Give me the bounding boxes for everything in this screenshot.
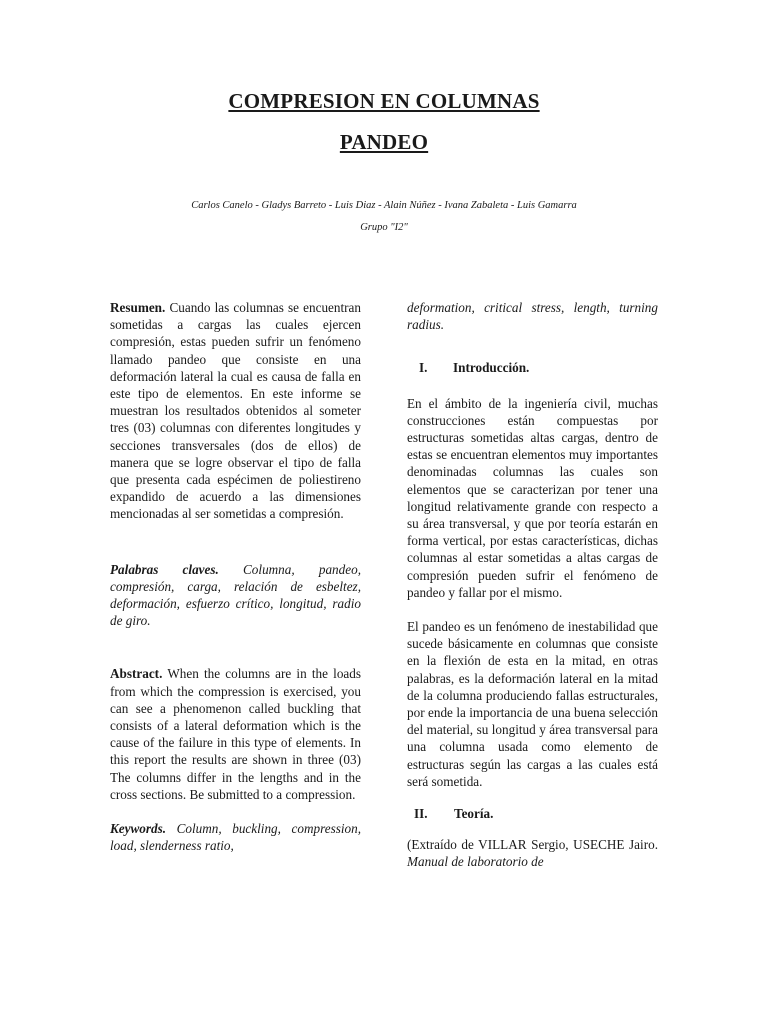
palabras-claves-label: Palabras claves. <box>110 561 219 577</box>
resumen-paragraph <box>110 299 361 523</box>
keywords-paragraph <box>110 820 361 854</box>
intro-paragraph-1: En el ámbito de la ingeniería civil, muchas construcciones están compuestas por estructuras sometidas altas cargas, dentro de estas se encuentran elementos muy importantes denominadas columnas las cuales son elementos que se caracterizan por tener una longitud relativamente grande con respecto a su área transversal, y que por teoría estarán en forma vertical, por estas características, dichas columnas al estar sometidas a altas cargas de compresión pueden sufrir el fenómeno de pandeo y fallar por el mismo. <box>407 395 658 600</box>
section-heading-introduccion <box>407 359 658 376</box>
keywords-continued: deformation, critical stress, length, turning radius. <box>407 300 658 333</box>
teoria-paragraph <box>407 836 658 870</box>
teoria-text: (Extraído de VILLAR Sergio, USECHE Jairo. <box>407 837 658 853</box>
section-number: II. <box>414 806 428 822</box>
abstract-text: When the columns are in the loads from which the compression is exercised, you can see a phenomenon called buckling that consists of a lateral deformation which is the cause of the failure in this type of elements. In this report the results are shown in three (03) The columns differ in the lengths and in the cross sections. Be submitted to a compression. <box>110 666 361 802</box>
group-label: Grupo "I2" <box>360 222 408 233</box>
title-line-2: PANDEO <box>339 130 429 154</box>
left-column <box>110 299 361 854</box>
section-number: I. <box>419 360 428 376</box>
abstract-label: Abstract. <box>110 666 163 682</box>
keywords-text: Column, buckling, compression, load, slenderness ratio, <box>110 821 361 854</box>
right-column <box>407 299 658 871</box>
title-line-1: COMPRESION EN COLUMNAS <box>228 89 540 113</box>
resumen-text: Cuando las columnas se encuentran sometidas a cargas las cuales ejercen compresión, estas pueden sufrir un fenómeno llamado pandeo que consiste en una deformación lateral la cual es causa de falla en este tipo de elementos. En este informe se muestran los resultados obtenidos al someter tres (03) columnas con diferentes longitudes y secciones transversales (dos de ellos) de manera que se logre observar el tipo de falla que presenta cada espécimen de poliestireno expandido de acuerdo a las dimensiones mencionadas al ser sometidas a compresión. <box>110 300 361 522</box>
palabras-claves-paragraph <box>110 561 361 630</box>
authors-line: Carlos Canelo - Gladys Barreto - Luis Diaz - Alain Núñez - Ivana Zabaleta - Luis Gamarra <box>191 200 577 211</box>
keywords-label: Keywords. <box>110 821 167 837</box>
section-heading-teoria <box>407 805 658 822</box>
section-title: Teoría. <box>454 806 494 822</box>
section-title: Introducción. <box>453 360 530 376</box>
intro-paragraph-2: El pandeo es un fenómeno de inestabilidad que sucede básicamente en columnas que consiste en la flexión de esta en la mitad, en otras palabras, es la deformación lateral en la mitad de la columna produciendo fallas estructurales, por ende la importancia de una buena selección del material, su longitud y área transversal para una columna usada como elemento de estructuras según las cargas a las cuales está será sometida. <box>407 619 658 789</box>
teoria-italic-text: Manual de laboratorio de <box>407 854 544 870</box>
resumen-label: Resumen. <box>110 300 166 315</box>
palabras-claves-text: Columna, pandeo, compresión, carga, relación de esbeltez, deformación, esfuerzo crítico, longitud, radio de giro. <box>110 561 361 629</box>
abstract-paragraph <box>110 665 361 803</box>
